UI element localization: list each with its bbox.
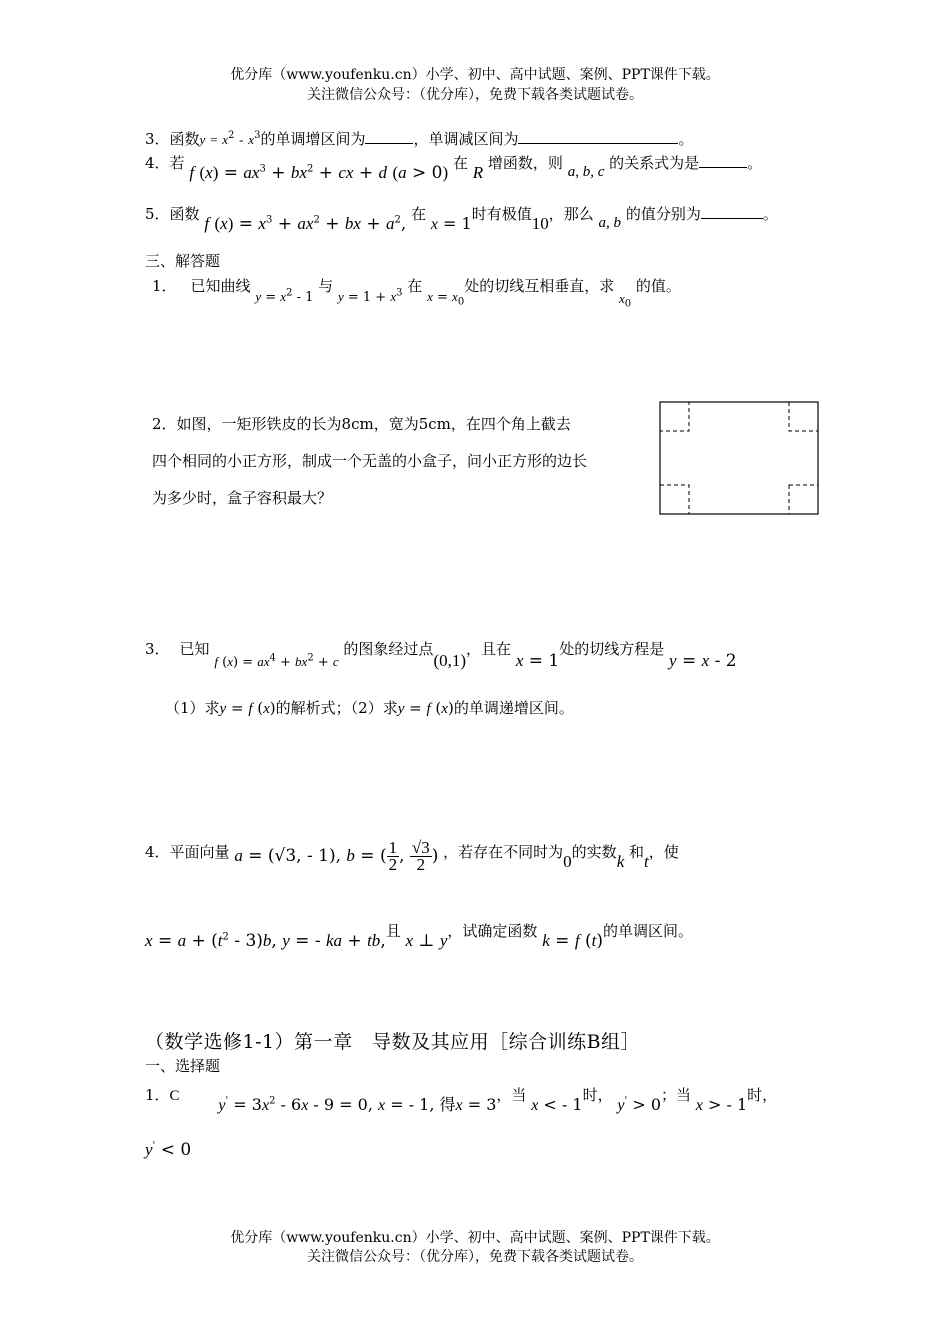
problem-4-line-2: $x = a + (t^2 - 3)b$, y = - ka + tb,且 x ⊥ y，试确定函数 k = f (t)的单调区间。 [145,922,693,951]
q4-number: 4．若 [145,154,185,172]
p1-text-1: 已知曲线 [190,277,251,295]
p3-sub-1a: （1）求 [165,699,220,717]
problem-2-line-1: 2．如图，一矩形铁皮的长为8cm，宽为5cm，在四个角上截去 [152,415,571,433]
answers-title: （数学选修1-1）第一章 导数及其应用［综合训练B组］ [145,1031,641,1053]
q3-end: 。 [678,130,694,148]
p4-zero: 0 [563,852,572,871]
answer-1-continued: y' < 0 [145,1140,192,1160]
q5-vars: a, b [598,215,622,231]
p4-and: 和 [629,843,645,861]
a1-choice: C [169,1088,180,1104]
q5-number: 5．函数 [145,205,200,223]
problem-3-subparts: （1）求y = f (x)的解析式；（2）求y = f (x)的单调递增区间。 [165,699,574,717]
a1-text-1: ，当 [496,1086,527,1104]
p4-text-7: 的单调区间。 [602,922,693,940]
q4-vars: a, b, c [567,164,605,180]
q5-text-3: ，那么 [548,205,594,223]
p3-sub-1c: 的单调递增区间。 [453,699,574,717]
fill-question-5: 5．函数 f $(x) = x^3 + ax^2$ + bx + $a^2$, 在 x = 1时有极值10，那么 a, b 的值分别为 。 [145,205,778,234]
p3-point: (0,1) [433,651,467,670]
header-line-2: 关注微信公众号：（优分库），免费下载各类试题试卷。 [307,87,643,103]
p3-text-1: 已知 [179,640,210,658]
q4-text-3: 的关系式为是 [609,154,700,172]
section-3-title: 三、解答题 [145,252,221,270]
answer-1: 1．C $y' = 3x^2 - 6x - 9 = 0$, x = - 1, 得x = 3，当 x < - 1时， y' > 0；当 x > - 1时， [145,1086,778,1114]
p1-text-5: 的值。 [635,277,681,295]
p4-k: k [616,852,625,871]
problem-2-line-3: 为多少时，盒子容积最大？ [152,489,333,507]
p1-number: 1． [152,277,177,295]
p1-text-3: 在 [407,277,423,295]
answers-subtitle: 一、选择题 [145,1057,221,1075]
p1-text-2: 与 [318,277,334,295]
q3-number: 3．函数 [145,130,200,148]
a1-text-2: 时， [582,1086,613,1104]
q5-end: 。 [762,205,778,223]
problem-2-line-2: 四个相同的小正方形，制成一个无盖的小盒子，问小正方形的边长 [152,452,588,470]
q5-text-1: 在 [411,205,427,223]
q5-text-2: 时有极值 [471,205,532,223]
fill-question-4: 4．若 f $(x) = ax^3 + bx^2$ + cx + d (a > 0) 在 R 增函数，则 a, b, c 的关系式为是 。 [145,154,763,183]
q4-end: 。 [747,154,763,172]
p3-text-4: 处的切线方程是 [559,640,665,658]
q3-text-1: 的单调增区间为 [260,130,366,148]
q4-text-2: 增函数，则 [487,154,563,172]
p3-sub-1b: 的解析式；（2）求 [275,699,398,717]
problem-3: 3． 已知 f $(x) = ax^4 + bx^2 + c$ 的图象经过点(0,1)，且在 x = 1处的切线方程是 y = x - 2 [145,640,737,671]
problem-4-line-1: 4．平面向量 a = (√3, - 1), b = ( $\frac{1}{2}$ , $\frac{√3}{2}$ ) ，若存在不同时为0的实数k 和t，使 [145,838,679,874]
footer-line-1: 优分库（www.youfenku.cn）小学、初中、高中试题、案例、PPT课件下载。 [230,1230,720,1246]
p3-number: 3． [145,640,170,658]
p3-text-2: 的图象经过点 [343,640,434,658]
a1-text-3: ；当 [661,1086,692,1104]
fill-question-3: 3．函数$y = x^2 - x^3$的单调增区间为 ，单调减区间为 。 [145,130,694,148]
q4-R: R [472,163,484,182]
q3-text-2: ，单调减区间为 [413,130,519,148]
p4-text-2: ，若存在不同时为 [443,843,564,861]
problem-1: 1． 已知曲线 $y = x^2 - 1$ 与 $y = 1 + x^3$ 在 $x = x_0$处的切线互相垂直，求 $x_0$ 的值。 [152,277,681,310]
p1-text-4: 处的切线互相垂直，求 [464,277,615,295]
p4-number: 4． [145,843,170,861]
a1-text-4: 时， [747,1086,778,1104]
q4-text-1: 在 [452,154,468,172]
q5-ten: 10 [531,214,549,233]
header-line-1: 优分库（www.youfenku.cn）小学、初中、高中试题、案例、PPT课件下载。 [230,67,720,83]
p4-text-3: 的实数 [571,843,617,861]
p4-text-6: ，试确定函数 [447,922,538,940]
p4-t: t [644,852,649,871]
q5-text-4: 的值分别为 [625,205,701,223]
p4-text-1: 平面向量 [169,843,230,861]
a1-number: 1． [145,1086,170,1104]
footer-line-2: 关注微信公众号：（优分库），免费下载各类试题试卷。 [307,1249,643,1265]
box-diagram [658,400,822,516]
p3-text-3: ，且在 [466,640,512,658]
p4-text-5: 且 [385,922,401,940]
p4-text-4: ，使 [648,843,679,861]
